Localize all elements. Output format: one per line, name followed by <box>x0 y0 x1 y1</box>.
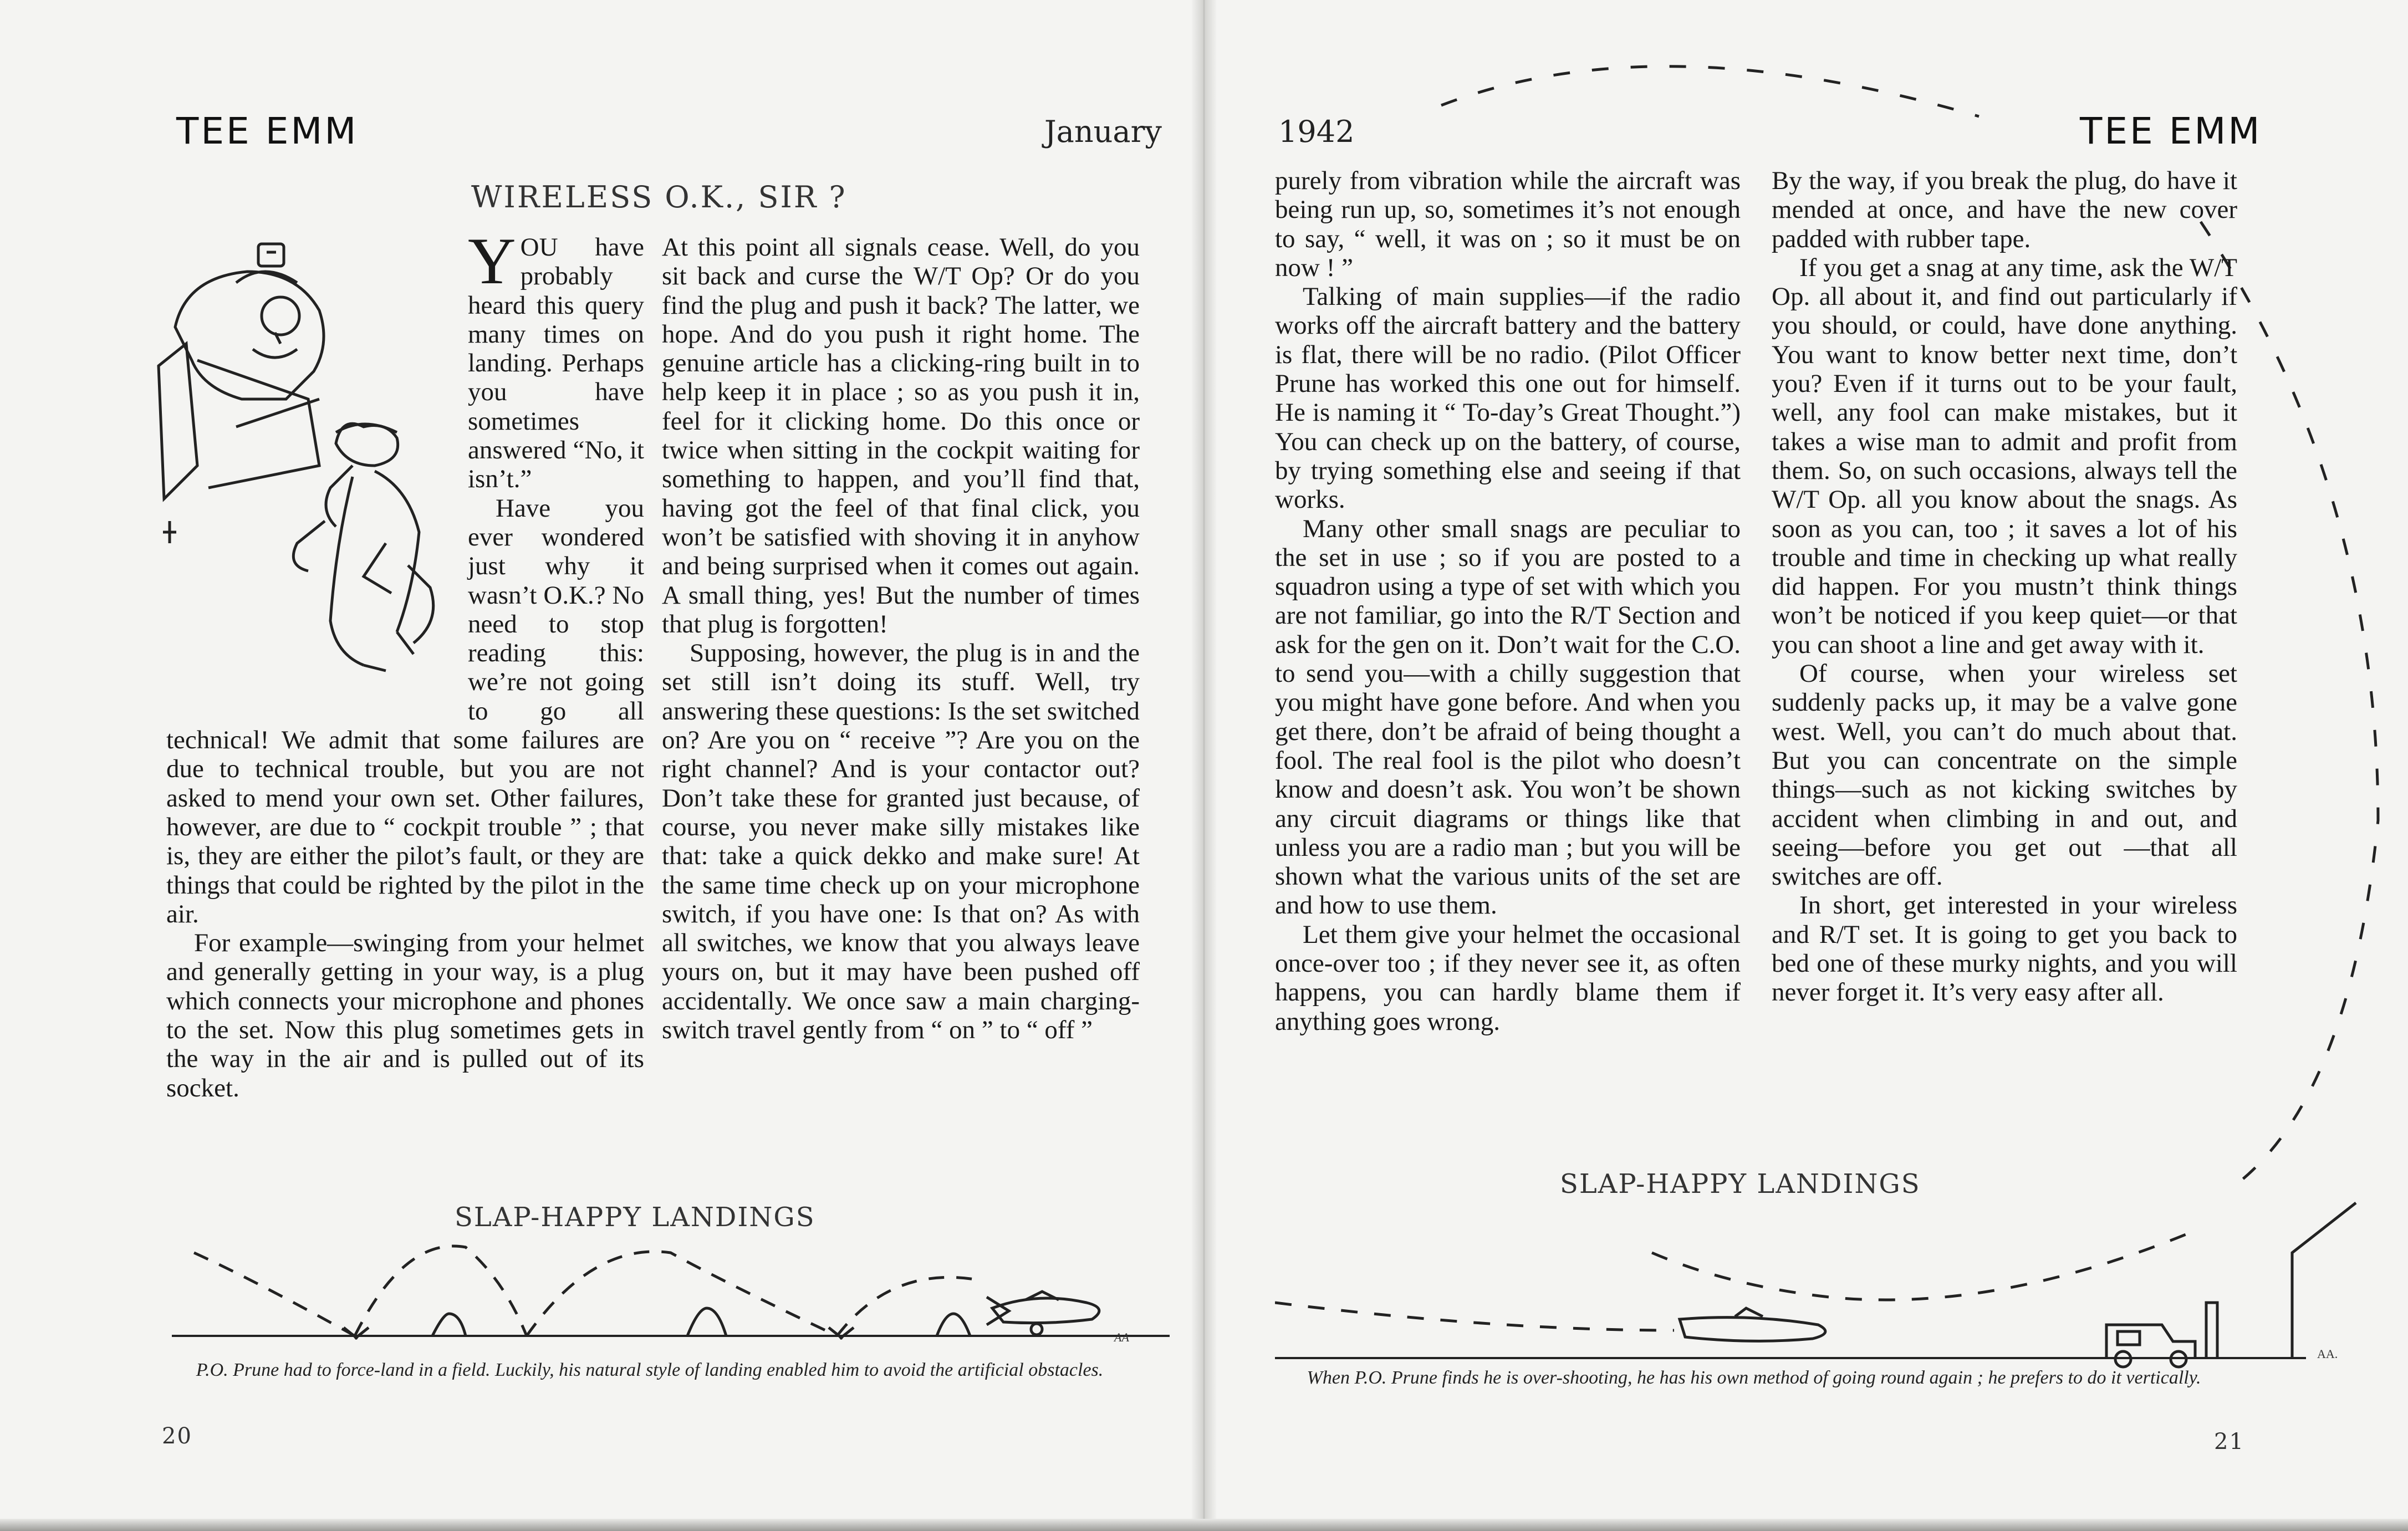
left-header-month: January <box>1044 114 1162 149</box>
column-1 <box>166 224 644 1103</box>
col4-para-1: By the way, if you break the plug, do have it mended at once, and have the new cover padded with rubber tape. <box>1772 166 2237 253</box>
right-page-number: 21 <box>2214 1429 2244 1455</box>
column-3 <box>1275 166 1741 1036</box>
column-4 <box>1772 166 2237 1007</box>
vertical-go-around-cartoon-icon <box>1275 1192 2373 1369</box>
col1-para-2: Have you ever wondered just why it wasn’t O.K.? No need to stop reading this: we’re not going to go all technical! We admit that some failures are due to technical trouble, but you are not asked to mend your own set. Other failures, however, are due to “ cockpit trouble ” ; that is, they are either the pilot’s fault, or they are things that could be righted by the pilot in the air. <box>166 493 644 928</box>
column-2 <box>662 233 1140 1044</box>
pilot-wireless-operator-cartoon-icon <box>153 233 463 721</box>
page-edge <box>0 1519 2408 1531</box>
col4-para-2: If you get a snag at any time, ask the W/T Op. all about it, and find out particularly if you should, or could, have done anything. You want to know better next time, don’t you? Even if it turns out to be your fault, well, any fool can make mistakes, but it takes a wise man to admit and profit from them. So, on such occasions, always tell the W/T Op. all you know about the snags. As soon as you can, too ; it saves a lot of his trouble and time in checking up what really did happen. For you mustn’t think things won’t be noticed if you keep quiet—or that you can shoot a line and get away with it. <box>1772 253 2237 659</box>
left-artist-initials: AA <box>1114 1330 1129 1344</box>
col1-para-1: OU have probably heard this query many times on landing. Perhaps you have sometimes answered “No, it isn’t.” <box>468 233 644 494</box>
col3-para-3: Many other small snags are peculiar to the set in use ; so if you are posted to a squadron using a type of set with which you are not familiar, go into the R/T Section and ask for the gen on it. Don’t wait for the C.O. to send you—with a chilly suggestion that you might have gone before. And when you get there, don’t be afraid of being thought a fool. The real fool is the pilot who doesn’t know and doesn’t ask. You won’t be shown any circuit diagrams or things like that unless you are a radio man ; but you will be shown what the various units of the set are and how to use them. <box>1275 514 1741 920</box>
left-cartoon-caption: P.O. Prune had to force-land in a field. Luckily, his natural style of landing enabled him to avoid the artificial obstacles. <box>196 1360 1104 1380</box>
col1-para-3: For example—swinging from your helmet and generally getting in your way, is a plug which connects your microphone and phones to the set. Now this plug sometimes gets in the way in the air and is pulled out of its socket. <box>166 928 644 1103</box>
left-cartoon-title: SLAP-HAPPY LANDINGS <box>455 1202 815 1233</box>
col2-para-2: Supposing, however, the plug is in and the set still isn’t doing its stuff. Well, try answering these questions: Is the set switched on? Are you on “ receive ”? Are you on the right channel? And is your contactor out? Don’t take these for granted just because, of course, you never make silly mistakes like that: take a quick dekko and make sure! At the same time check up on your microphone switch, if you have one: Is that on? As with all switches, we know that you always leave yours on, but it may have been pushed off accidentally. We once saw a main charging-switch travel gently from “ on ” to “ off ” <box>662 639 1140 1045</box>
col3-para-2: Talking of main supplies—if the radio works off the aircraft battery and the battery is flat, there will be no radio. (Pilot Officer Prune has worked this one out for himself. He is naming it “ To-day’s Great Thought.”) You can check up on the battery, of course, by trying something else and seeing if that works. <box>1275 282 1741 514</box>
left-page-number: 20 <box>162 1423 192 1449</box>
left-header-title: TEE EMM <box>176 110 359 152</box>
right-header-title: TEE EMM <box>2080 110 2262 152</box>
right-cartoon-title: SLAP-HAPPY LANDINGS <box>1560 1168 1921 1200</box>
right-artist-initials: AA. <box>2317 1347 2338 1361</box>
col2-para-1: At this point all signals cease. Well, do you sit back and curse the W/T Op? Or do you find the plug and push it back? The latter, we hope. And do you push it right home. The genuine article has a clicking-ring built in to help keep it in place ; so as you push it in, feel for it clicking home. Do this once or twice when sitting in the cockpit waiting for something to happen, and you’ll find that, having got the feel of that final click, you won’t be satisfied with shoving it in anyhow and being surprised when it comes out again. A small thing, yes! But the number of times that plug is forgotten! <box>662 233 1140 639</box>
dropcap: Y <box>468 224 516 298</box>
right-cartoon-caption: When P.O. Prune finds he is over-shooting, he has his own method of going round again ; he prefers to do it vertically. <box>1307 1367 2201 1388</box>
col4-para-4: In short, get interested in your wireless and R/T set. It is going to get you back to bed one of these murky nights, and you will never forget it. It’s very easy after all. <box>1772 891 2237 1007</box>
article-title: WIRELESS O.K., SIR ? <box>471 180 847 215</box>
bouncing-aircraft-cartoon-icon <box>172 1231 1170 1375</box>
col4-para-3: Of course, when your wireless set suddenly packs up, it may be a valve gone west. Well, you can’t do much about that. But you can concentrate on the simple things—such as not kicking switches by accident when climbing in and out, and seeing—before you get out —that all switches are off. <box>1772 659 2237 891</box>
col3-para-1: purely from vibration while the aircraft was being run up, so, sometimes it’s not enough to say, “ well, it was on ; so it must be on now ! ” <box>1275 166 1741 282</box>
book-gutter <box>1192 0 1216 1531</box>
right-header-year: 1942 <box>1278 114 1355 149</box>
col3-para-4: Let them give your helmet the occasional once-over too ; if they never see it, as often happens, you can hardly blame them if anything goes wrong. <box>1275 920 1741 1036</box>
